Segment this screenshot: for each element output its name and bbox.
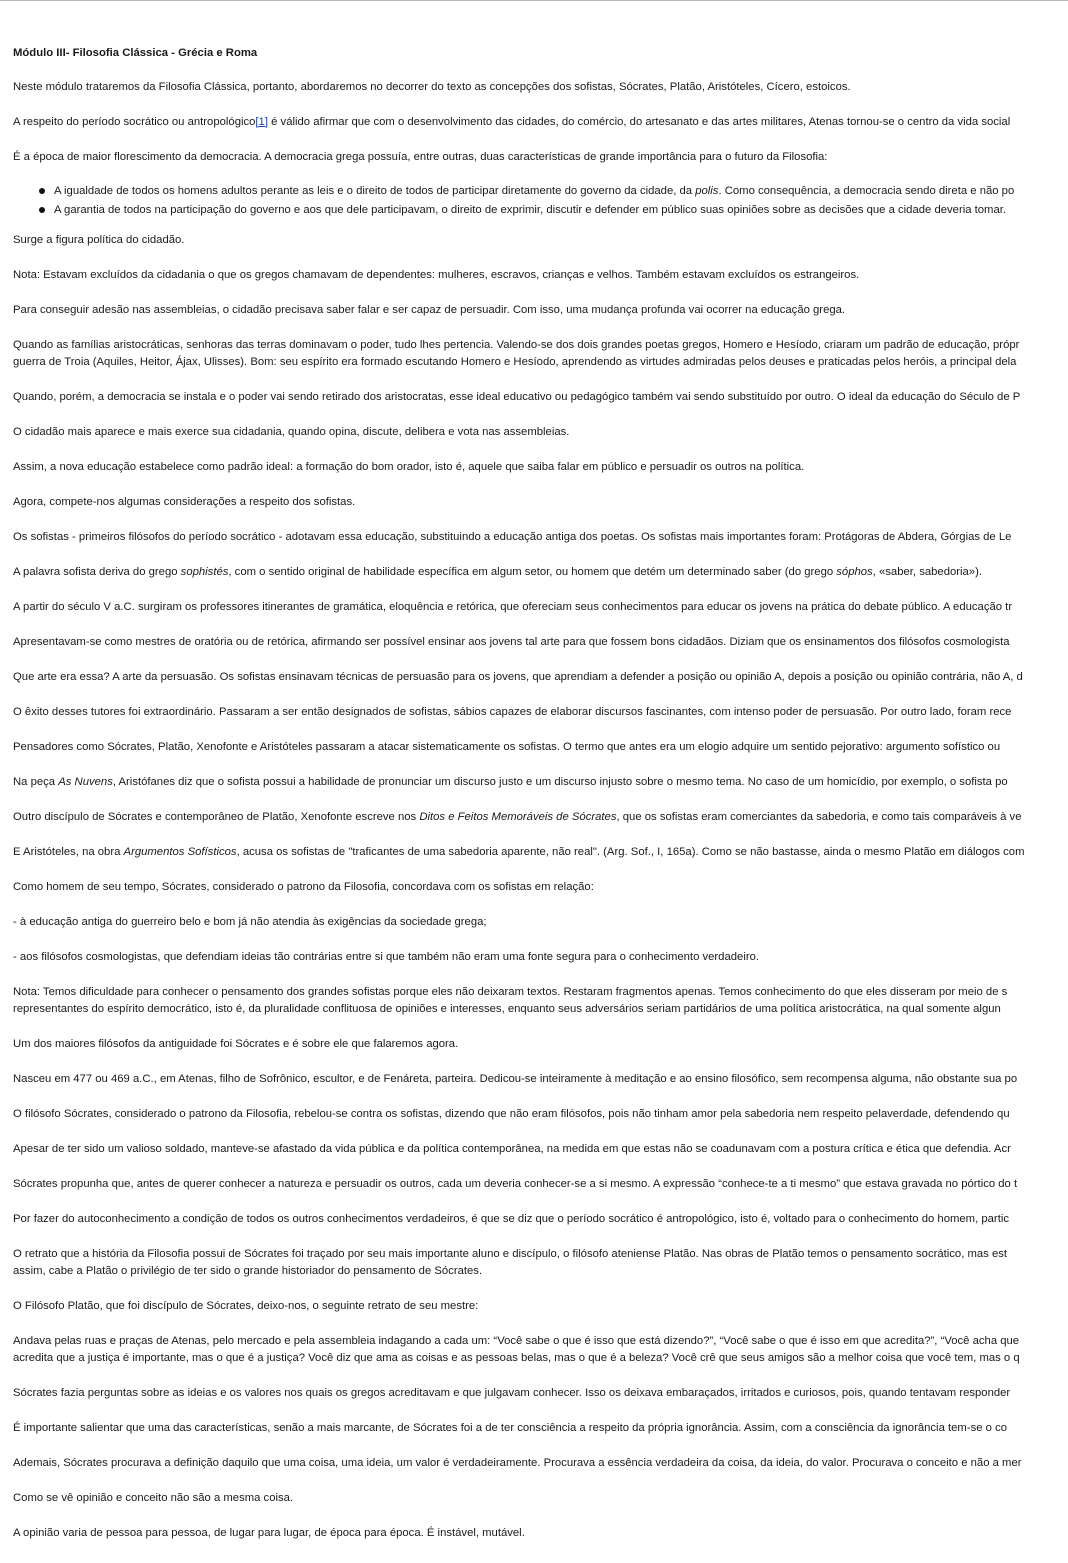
paragraph-line: assim, cabe a Platão o privilégio de ter sido o grande historiador do pensamento de Sócrates. — [13, 1265, 483, 1277]
paragraph: Por fazer do autoconhecimento a condição de todos os outros conhecimentos verdadeiros, é que se diz que o período socrático é antropológico, isto é, voltado para o conhecimento do homem, partic — [13, 1213, 1009, 1225]
paragraph-line: acredita que a justiça é importante, mas o que é a justiça? Você diz que ama as coisas e as pessoas belas, mas o que é a beleza? Você crê que seus amigos são a melhor coisa que você tem, mas o q — [13, 1352, 1020, 1364]
paragraph: O filósofo Sócrates, considerado o patrono da Filosofia, rebelou-se contra os sofistas, dizendo que não eram filósofos, pois não tinham amor pela sabedoria nem respeito pelaverdade, defendendo qu — [13, 1108, 1010, 1120]
text: , que os sofistas eram comerciantes da sabedoria, e como tais comparáveis à ve — [616, 811, 1022, 823]
paragraph-xenofonte — [13, 809, 1068, 826]
paragraph-line: guerra de Troia (Aquiles, Heitor, Ájax, Ulisses). Bom: seu espírito era formado escutando Homero e Hesíodo, aprendendo as virtudes admiradas pelos deuses e praticadas pelos heróis, a principal dela — [13, 356, 1017, 368]
text-italic: sóphos — [836, 566, 873, 578]
note-line: representantes do espírito democrático, isto é, da pluralidade conflituosa de opiniões e interesses, enquanto seus adversários seriam partidários de uma política aristocrática, na qual somente algun — [13, 1003, 1001, 1015]
text: A respeito do período socrático ou antropológico — [13, 116, 256, 128]
paragraph: Que arte era essa? A arte da persuasão. Os sofistas ensinavam técnicas de persuasão para os jovens, que aprendiam a defender a posição ou opinião A, depois a posição ou opinião contrária, não A, d — [13, 671, 1023, 683]
paragraph: Os sofistas - primeiros filósofos do período socrático - adotavam essa educação, substituindo a educação antiga dos poetas. Os sofistas mais importantes foram: Protágoras de Abdera, Górgias de Le — [13, 531, 1012, 543]
text: E Aristóteles, na obra — [13, 846, 124, 858]
paragraph: Assim, a nova educação estabelece como padrão ideal: a formação do bom orador, isto é, aquele que saiba falar em público e persuadir os outros na política. — [13, 461, 805, 473]
paragraph: Para conseguir adesão nas assembleias, o cidadão precisava saber falar e ser capaz de persuadir. Com isso, uma mudança profunda vai ocorrer na educação grega. — [13, 304, 846, 316]
paragraph: Apesar de ter sido um valioso soldado, manteve-se afastado da vida pública e da política contemporânea, na medida em que estas não se coadunavam com a postura crítica e ética que defendia. Acr — [13, 1143, 1011, 1155]
paragraph: Sócrates propunha que, antes de querer conhecer a natureza e persuadir os outros, cada um deveria conhecer-se a si mesmo. A expressão “conhece-te a ti mesmo” que estava gravada no pórtico do t — [13, 1178, 1018, 1190]
democracy-characteristics-list — [13, 182, 1068, 220]
paragraph: É importante salientar que uma das características, senão a mais marcante, de Sócrates foi a de ter consciência a respeito da própria ignorância. Assim, com a consciência da ignorância tem-se o co — [13, 1422, 1008, 1434]
paragraph: Quando, porém, a democracia se instala e o poder vai sendo retirado dos aristocratas, esse ideal educativo ou pedagógico também vai sendo substituído por outro. O ideal da educação do Século de P — [13, 391, 1021, 403]
text: , com o sentido original de habilidade específica em algum setor, ou homem que detém um determinado saber (do grego — [228, 566, 837, 578]
text-italic: polis — [695, 185, 719, 197]
list-item: A garantia de todos na participação do governo e aos que dele participavam, o direito de exprimir, discutir e defender em público suas opiniões sobre as decisões que a cidade deveria tomar. — [39, 201, 1068, 220]
paragraph: - à educação antiga do guerreiro belo e bom já não atendia às exigências da sociedade grega; — [13, 916, 487, 928]
text: , «saber, sabedoria»). — [872, 566, 982, 578]
text: . Como consequência, a democracia sendo direta e não po — [718, 185, 1015, 197]
paragraph: Como homem de seu tempo, Sócrates, considerado o patrono da Filosofia, concordava com os sofistas em relação: — [13, 881, 594, 893]
module-title: Módulo III- Filosofia Clássica - Grécia e Roma — [13, 47, 258, 59]
note-line: Nota: Temos dificuldade para conhecer o pensamento dos grandes sofistas porque eles não deixaram textos. Restaram fragmentos apenas. Temos conhecimento do que eles disseram por meio de s — [13, 986, 1008, 998]
text: A palavra sofista deriva do grego — [13, 566, 181, 578]
paragraph: Sócrates fazia perguntas sobre as ideias e os valores nos quais os gregos acreditavam e que julgavam conhecer. Isso os deixava embaraçados, irritados e curiosos, pois, quando tentavam responder — [13, 1387, 1011, 1399]
paragraph: Agora, compete-nos algumas considerações a respeito dos sofistas. — [13, 496, 356, 508]
note: Nota: Estavam excluídos da cidadania o que os gregos chamavam de dependentes: mulheres, escravos, crianças e velhos. Também estavam excluídos os estrangeiros. — [13, 269, 860, 281]
paragraph-sophist-etymology — [13, 564, 1068, 581]
text: , Aristófanes diz que o sofista possui a habilidade de pronunciar um discurso justo e um discurso injusto sobre o mesmo tema. No caso de um homicídio, por exemplo, o sofista po — [112, 776, 1008, 788]
text-italic: Ditos e Feitos Memoráveis de Sócrates — [419, 811, 617, 823]
text: A igualdade de todos os homens adultos perante as leis e o direito de todos de participar diretamente do governo da cidade, da — [54, 185, 696, 197]
paragraph: - aos filósofos cosmologistas, que defendiam ideias tão contrárias entre si que também não eram uma fonte segura para o conhecimento verdadeiro. — [13, 951, 760, 963]
text-italic: sophistés — [180, 566, 229, 578]
paragraph: Surge a figura política do cidadão. — [13, 234, 185, 246]
paragraph: Um dos maiores filósofos da antiguidade foi Sócrates e é sobre ele que falaremos agora. — [13, 1038, 459, 1050]
text: , acusa os sofistas de "traficantes de uma sabedoria aparente, não real". (Arg. Sof., I, 165a). Como se não bastasse, ainda o mesmo Platão em diálogos com — [236, 846, 1025, 858]
paragraph: Nasceu em 477 ou 469 a.C., em Atenas, filho de Sofrônico, escultor, e de Fenáreta, parteira. Dedicou-se inteiramente à meditação e ao ensino filosófico, sem recompensa alguma, não obstante sua po — [13, 1073, 1018, 1085]
text: Outro discípulo de Sócrates e contemporâneo de Platão, Xenofonte escreve nos — [13, 811, 420, 823]
paragraph-line: Quando as famílias aristocráticas, senhoras das terras dominavam o poder, tudo lhes pertencia. Valendo-se dos dois grandes poetas gregos, Homero e Hesíodo, criaram um padrão de educação, própr — [13, 339, 1020, 351]
paragraph-as-nuvens — [13, 774, 1068, 791]
paragraph-intro: Neste módulo trataremos da Filosofia Clássica, portanto, abordaremos no decorrer do texto as concepções dos sofistas, Sócrates, Platão, Aristóteles, Cícero, estoicos. — [13, 81, 851, 93]
text: é válido afirmar que com o desenvolvimento das cidades, do comércio, do artesanato e das artes militares, Atenas tornou-se o centro da vida social — [267, 116, 1011, 128]
paragraph-line: O retrato que a história da Filosofia possui de Sócrates foi traçado por seu mais importante aluno e discípulo, o filósofo ateniense Platão. Nas obras de Platão temos o pensamento socrático, mas est — [13, 1248, 1008, 1260]
paragraph: O cidadão mais aparece e mais exerce sua cidadania, quando opina, discute, delibera e vota nas assembleias. — [13, 426, 570, 438]
footnote-link[interactable]: [1] — [255, 116, 268, 128]
paragraph-line: Andava pelas ruas e praças de Atenas, pelo mercado e pela assembleia indagando a cada um: “Você sabe o que é isso que está dizendo?”, “Você sabe o que é isso em que acredita?”, “Você acha que — [13, 1335, 1020, 1347]
paragraph: Pensadores como Sócrates, Platão, Xenofonte e Aristóteles passaram a atacar sistematicamente os sofistas. O termo que antes era um elogio adquire um sentido pejorativo: argumento sofístico ou — [13, 741, 1001, 753]
text-italic: Argumentos Sofísticos — [123, 846, 237, 858]
paragraph-aristoteles — [13, 844, 1068, 861]
paragraph: O êxito desses tutores foi extraordinário. Passaram a ser então designados de sofistas, sábios capazes de elaborar discursos fascinantes, com intenso poder de persuasão. Por outro lado, foram rece — [13, 706, 1012, 718]
paragraph: Ademais, Sócrates procurava a definição daquilo que uma coisa, uma ideia, um valor é verdadeiramente. Procurava a essência verdadeira da coisa, da ideia, do valor. Procurava o conceito e não a mer — [13, 1457, 1022, 1469]
paragraph-democracy: É a época de maior florescimento da democracia. A democracia grega possuía, entre outras, duas características de grande importância para o futuro da Filosofia: — [13, 151, 828, 163]
text-italic: As Nuvens — [58, 776, 113, 788]
text: Na peça — [13, 776, 59, 788]
paragraph: A partir do século V a.C. surgiram os professores itinerantes de gramática, eloquência e retórica, que ofereciam seus conhecimentos para educar os jovens na prática do debate público. A educação tr — [13, 601, 1013, 613]
paragraph: Como se vê opinião e conceito não são a mesma coisa. — [13, 1492, 294, 1504]
paragraph: O Filósofo Platão, que foi discípulo de Sócrates, deixo-nos, o seguinte retrato de seu mestre: — [13, 1300, 479, 1312]
paragraph: A opinião varia de pessoa para pessoa, de lugar para lugar, de época para época. É instável, mutável. — [13, 1527, 525, 1539]
document-body — [0, 1, 1068, 1542]
list-item — [39, 182, 1068, 201]
paragraph-socratic-period — [13, 114, 1068, 131]
paragraph: Apresentavam-se como mestres de oratória ou de retórica, afirmando ser possível ensinar aos jovens tal arte para que fossem bons cidadãos. Diziam que os ensinamentos dos filósofos cosmologista — [13, 636, 1010, 648]
